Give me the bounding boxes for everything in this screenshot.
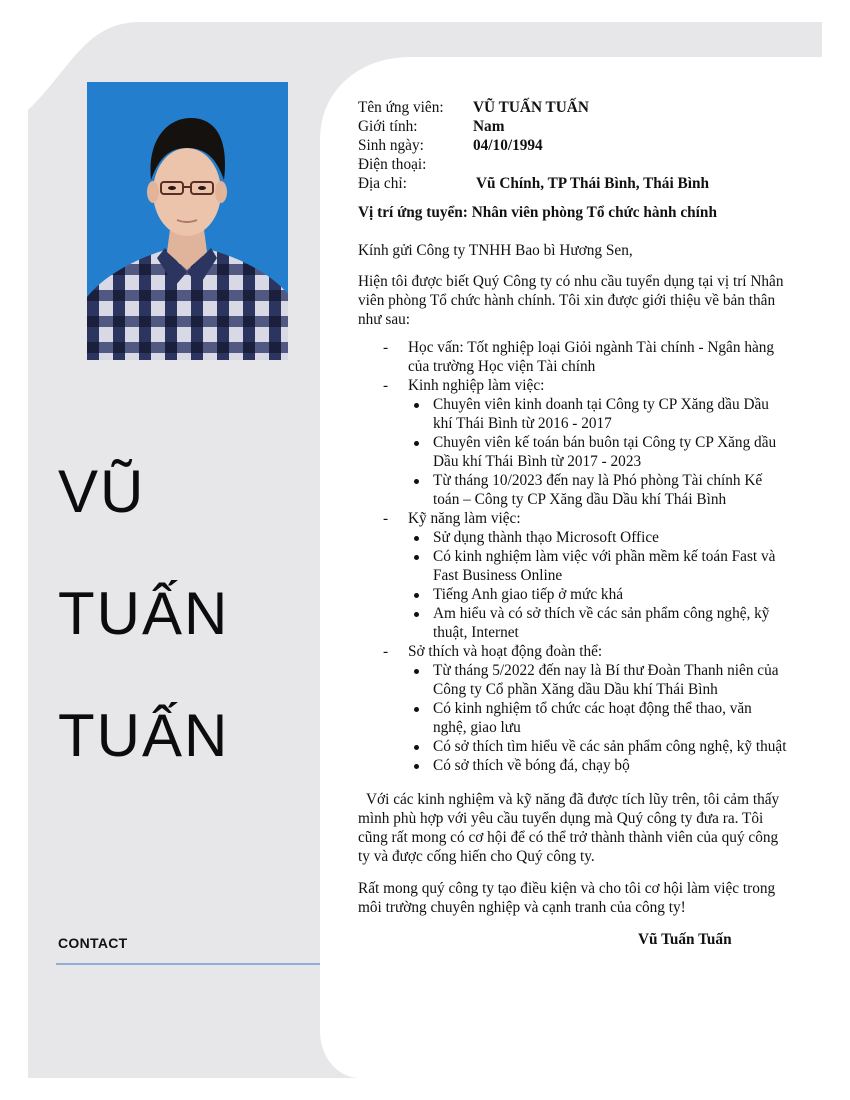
section-hobbies xyxy=(358,642,788,775)
list-item: Có sở thích về bóng đá, chạy bộ xyxy=(408,756,788,775)
contact-divider xyxy=(56,963,320,965)
signature: Vũ Tuấn Tuấn xyxy=(638,931,732,948)
info-value: VŨ TUẤN TUẤN xyxy=(473,99,589,116)
info-value: Nam xyxy=(473,118,505,135)
closing-paragraph: Với các kinh nghiệm và kỹ năng đã được tích lũy trên, tôi cảm thấy mình phù hợp với yêu cầu tuyển dụng mà Quý công ty đưa ra. Tôi cũng rất mong có cơ hội để có thể trở thành thành viên của quý công ty và được cống hiến cho Quý công ty. xyxy=(358,791,780,865)
list-item: Từ tháng 5/2022 đến nay là Bí thư Đoàn Thanh niên của Công ty Cổ phần Xăng dầu Dầu khí Thái Bình xyxy=(408,661,788,699)
sidebar-name-line-1: VŨ xyxy=(58,458,146,525)
list-item: Tiếng Anh giao tiếp ở mức khá xyxy=(408,585,788,604)
bullet-icon xyxy=(414,403,419,408)
list-item: Có sở thích tìm hiểu về các sản phẩm công nghệ, kỹ thuật xyxy=(408,737,788,756)
experience-list xyxy=(408,395,788,509)
applied-position: Vị trí ứng tuyển: Nhân viên phòng Tổ chức hành chính xyxy=(358,204,717,221)
info-value: Vũ Chính, TP Thái Bình, Thái Bình xyxy=(476,175,709,192)
info-row-phone xyxy=(358,155,788,174)
bullet-icon xyxy=(414,745,419,750)
closing-request: Rất mong quý công ty tạo điều kiện và cho tôi cơ hội làm việc trong môi trường chuyên nghiệp và cạnh tranh của công ty! xyxy=(358,880,776,916)
list-item: Sử dụng thành thạo Microsoft Office xyxy=(408,528,788,547)
qualification-list xyxy=(358,338,788,775)
list-item: Chuyên viên kế toán bán buôn tại Công ty CP Xăng dầu Dầu khí Thái Bình từ 2017 - 2023 xyxy=(408,433,788,471)
applicant-info xyxy=(358,98,788,193)
info-label: Giới tính: xyxy=(358,118,418,135)
dash-marker: - xyxy=(383,643,389,660)
list-item: Có kinh nghiệm tổ chức các hoạt động thể thao, văn nghệ, giao lưu xyxy=(408,699,788,737)
bullet-icon xyxy=(414,707,419,712)
profile-photo xyxy=(87,82,288,360)
bullet-icon xyxy=(414,669,419,674)
dash-marker: - xyxy=(383,377,389,394)
section-title: Sở thích và hoạt động đoàn thể: xyxy=(408,643,603,660)
bullet-icon xyxy=(414,479,419,484)
bullet-icon xyxy=(414,764,419,769)
section-title: Kỹ năng làm việc: xyxy=(408,510,521,527)
info-row-birthdate xyxy=(358,136,788,155)
salutation: Kính gửi Công ty TNHH Bao bì Hương Sen, xyxy=(358,242,633,259)
dash-marker: - xyxy=(383,339,389,356)
list-item: Am hiểu và có sở thích về các sản phẩm công nghệ, kỹ thuật, Internet xyxy=(408,604,788,642)
section-title: Kinh nghiệp làm việc: xyxy=(408,377,545,394)
section-education xyxy=(358,338,788,376)
section-title: Học vấn: Tốt nghiệp loại Giỏi ngành Tài chính - Ngân hàng của trường Học viện Tài chính xyxy=(408,339,775,375)
info-value: 04/10/1994 xyxy=(473,137,543,154)
info-label: Địa chỉ: xyxy=(358,175,407,192)
section-skills xyxy=(358,509,788,642)
dash-marker: - xyxy=(383,510,389,527)
bullet-icon xyxy=(414,593,419,598)
section-experience xyxy=(358,376,788,509)
list-item: Từ tháng 10/2023 đến nay là Phó phòng Tài chính Kế toán – Công ty CP Xăng dầu Dầu khí Thái Bình xyxy=(408,471,788,509)
bullet-icon xyxy=(414,555,419,560)
info-label: Sinh ngày: xyxy=(358,137,424,154)
contact-heading: CONTACT xyxy=(58,935,128,951)
info-row-name xyxy=(358,98,788,117)
info-label: Tên ứng viên: xyxy=(358,99,444,116)
sidebar-name-line-3: TUẤN xyxy=(58,702,230,769)
sidebar-name-line-2: TUẤN xyxy=(58,580,230,647)
skills-list xyxy=(408,528,788,642)
bullet-icon xyxy=(414,441,419,446)
intro-paragraph: Hiện tôi được biết Quý Công ty có nhu cầu tuyển dụng tại vị trí Nhân viên phòng Tổ chức hành chính. Tôi xin được giới thiệu về bản thân như sau: xyxy=(358,273,784,328)
cover-letter xyxy=(358,98,788,949)
bullet-icon xyxy=(414,536,419,541)
list-item: Có kinh nghiệm làm việc với phần mềm kế toán Fast và Fast Business Online xyxy=(408,547,788,585)
info-row-address xyxy=(358,174,788,193)
info-row-gender xyxy=(358,117,788,136)
hobbies-list xyxy=(408,661,788,775)
info-label: Điện thoại: xyxy=(358,156,427,173)
bullet-icon xyxy=(414,612,419,617)
list-item: Chuyên viên kinh doanh tại Công ty CP Xăng dầu Dầu khí Thái Bình từ 2016 - 2017 xyxy=(408,395,788,433)
